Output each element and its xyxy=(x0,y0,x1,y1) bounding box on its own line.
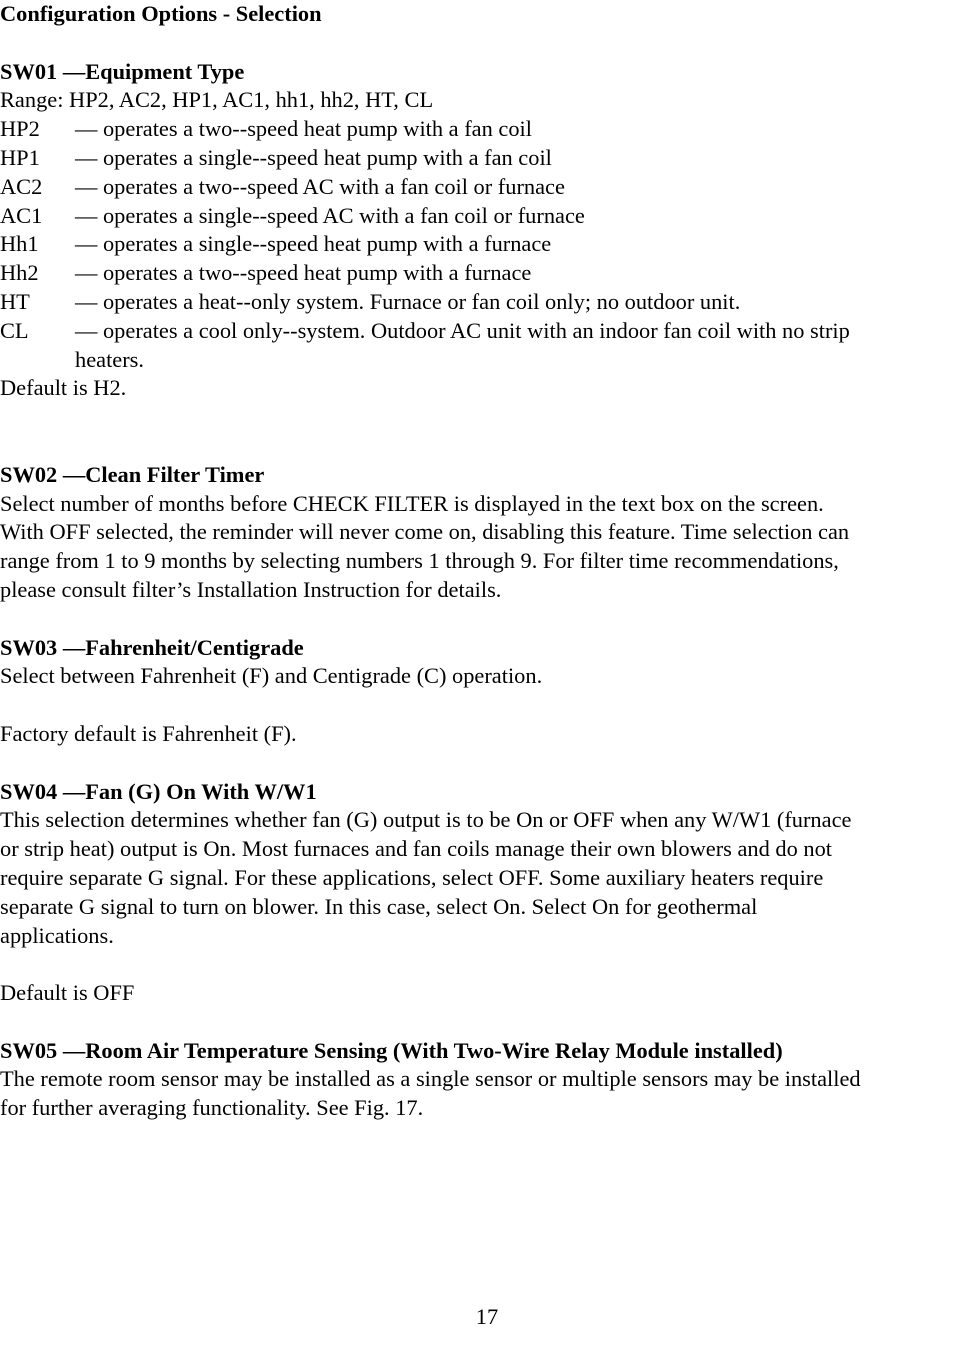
sw05-section xyxy=(0,1037,960,1123)
sw02-text-line: With OFF selected, the reminder will never come on, disabling this feature. Time selection can xyxy=(0,519,850,545)
sw02-heading: SW02 —Clean Filter Timer xyxy=(0,461,265,487)
sw01-option-hp1 xyxy=(0,144,960,173)
spacer xyxy=(0,605,960,634)
option-description: — operates a cool only--system. Outdoor AC unit with an indoor fan coil with no strip xyxy=(75,317,850,343)
sw03-heading: SW03 —Fahrenheit/Centigrade xyxy=(0,634,304,660)
sw04-text-line: applications. xyxy=(0,922,114,948)
sw01-default: Default is H2. xyxy=(0,375,127,401)
sw01-option-hh1 xyxy=(0,230,960,259)
spacer xyxy=(0,1008,960,1037)
option-code: AC1 xyxy=(0,202,43,228)
sw01-option-ac1 xyxy=(0,202,960,231)
sw04-heading: SW04 —Fan (G) On With W/W1 xyxy=(0,778,317,804)
sw05-heading: SW05 —Room Air Temperature Sensing (With Two-Wire Relay Module installed) xyxy=(0,1037,783,1063)
sw01-range: Range: HP2, AC2, HP1, AC1, hh1, hh2, HT, CL xyxy=(0,87,434,113)
sw02-text-line: Select number of months before CHECK FILTER is displayed in the text box on the screen. xyxy=(0,490,824,516)
sw04-text-line: require separate G signal. For these applications, select OFF. Some auxiliary heaters require xyxy=(0,864,824,890)
sw01-option-ht xyxy=(0,288,960,317)
option-code-spacer xyxy=(0,346,75,375)
sw04-default: Default is OFF xyxy=(0,980,135,1006)
sw01-option-cl-continued xyxy=(0,346,960,375)
sw01-heading: SW01 —Equipment Type xyxy=(0,58,245,84)
sw04-text-line: or strip heat) output is On. Most furnaces and fan coils manage their own blowers and do not xyxy=(0,836,832,862)
spacer xyxy=(0,950,960,979)
sw05-text-line: The remote room sensor may be installed as a single sensor or multiple sensors may be installed xyxy=(0,1066,861,1092)
option-description: — operates a single--speed heat pump with a furnace xyxy=(75,231,552,257)
option-description: — operates a single--speed AC with a fan coil or furnace xyxy=(75,202,585,228)
sw01-option-hh2 xyxy=(0,259,960,288)
sw01-section xyxy=(0,58,960,404)
option-description: — operates a two--speed heat pump with a furnace xyxy=(75,260,532,286)
spacer xyxy=(0,691,960,720)
sw01-option-ac2 xyxy=(0,173,960,202)
option-code: HP1 xyxy=(0,144,40,170)
sw05-text-line: for further averaging functionality. See Fig. 17. xyxy=(0,1095,424,1121)
sw01-option-cl xyxy=(0,317,960,346)
sw02-text-line: range from 1 to 9 months by selecting numbers 1 through 9. For filter time recommendations, xyxy=(0,548,839,574)
spacer xyxy=(0,29,960,58)
option-description: — operates a heat--only system. Furnace or fan coil only; no outdoor unit. xyxy=(75,288,741,314)
option-code: AC2 xyxy=(0,173,43,199)
sw03-default: Factory default is Fahrenheit (F). xyxy=(0,720,297,746)
sw01-option-hp2 xyxy=(0,115,960,144)
sw04-text-line: separate G signal to turn on blower. In this case, select On. Select On for geothermal xyxy=(0,893,758,919)
sw04-text-line: This selection determines whether fan (G) output is to be On or OFF when any W/W1 (furnace xyxy=(0,807,852,833)
option-description: — operates a single--speed heat pump with a fan coil xyxy=(75,144,552,170)
sw02-text-line: please consult filter’s Installation Instruction for details. xyxy=(0,576,502,602)
option-description: — operates a two--speed heat pump with a fan coil xyxy=(75,116,532,142)
option-code: CL xyxy=(0,317,29,343)
spacer xyxy=(0,749,960,778)
option-description-continued: heaters. xyxy=(75,346,144,372)
option-code: Hh2 xyxy=(0,260,39,286)
option-description: — operates a two--speed AC with a fan coil or furnace xyxy=(75,173,565,199)
sw03-section xyxy=(0,634,960,749)
spacer xyxy=(0,403,960,461)
option-code: Hh1 xyxy=(0,231,39,257)
option-code: HT xyxy=(0,288,30,314)
option-code: HP2 xyxy=(0,116,40,142)
sw04-section xyxy=(0,778,960,1008)
page-title: Configuration Options - Selection xyxy=(0,1,322,26)
sw03-text-line: Select between Fahrenheit (F) and Centigrade (C) operation. xyxy=(0,663,543,689)
sw02-section xyxy=(0,461,960,605)
page-number: 17 xyxy=(475,1304,499,1329)
